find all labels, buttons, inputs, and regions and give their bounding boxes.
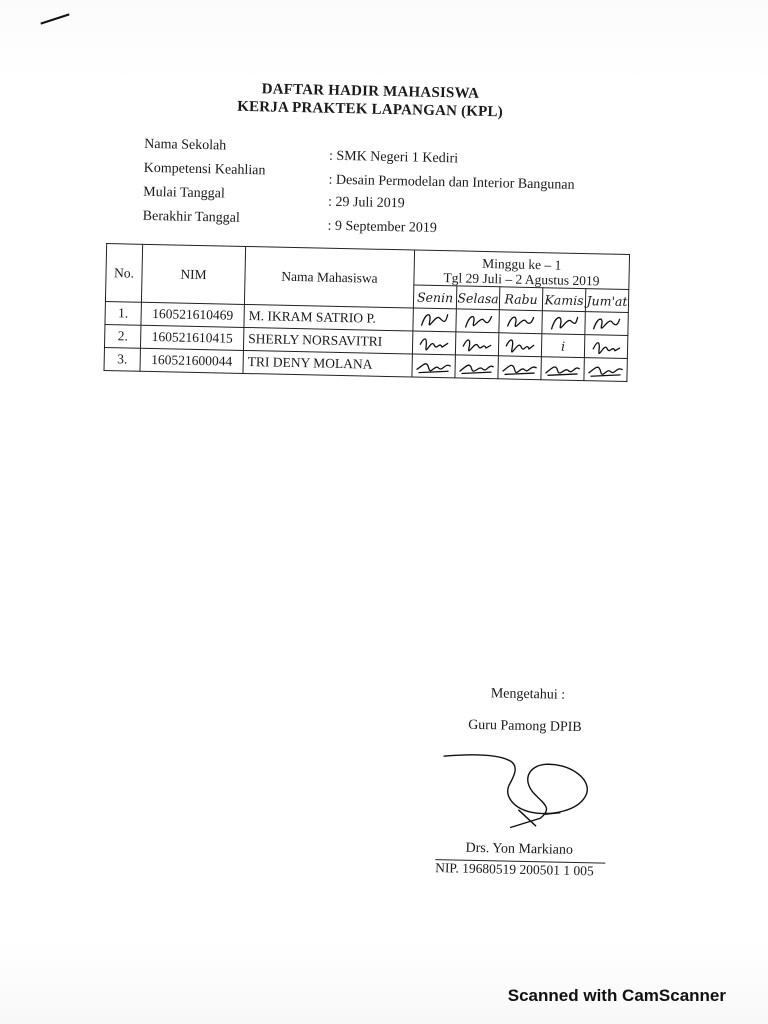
signature-cell [498,356,541,380]
week-number: Minggu ke – 1 [482,255,562,273]
info-value-school: : SMK Negeri 1 Kediri [328,148,459,167]
signature-cell [455,332,498,356]
signature-icon [546,312,580,333]
signature-icon [503,334,537,355]
signature-cell [584,358,627,382]
day-tuesday: Selasa [456,286,499,310]
row-nim: 160521610469 [141,302,244,327]
row-name: M. IKRAM SATRIO P. [244,304,413,331]
signature-icon [414,356,452,377]
row-nim: 160521600044 [140,348,243,373]
document-subtitle: KERJA PRAKTEK LAPANGAN (KPL) [237,98,504,121]
supervisor-nip: NIP. 19680519 200501 1 005 [435,860,594,879]
scanner-watermark: Scanned with CamScanner [507,986,726,1005]
info-value-start-date: : 29 Juli 2019 [327,194,405,212]
info-value-competency: : Desain Permodelan dan Interior Bangunan [328,172,575,193]
supervisor-name: Drs. Yon Markiano [465,840,574,858]
document-title: DAFTAR HADIR MAHASISWA [261,81,480,102]
signature-cell [412,354,455,378]
signature-icon [589,336,623,357]
signature-icon [417,333,451,354]
day-friday: Jum'at [585,289,628,313]
header-name: Nama Mahasiswa [244,246,414,308]
signature-cell: i [541,334,584,358]
signature-cell [455,355,498,379]
row-nim: 160521610415 [140,325,243,350]
acknowledged-label: Mengetahui : [490,686,566,703]
signature-icon [503,311,537,332]
signature-cell [584,335,627,359]
signature-icon [460,333,494,354]
signature-icon [500,357,538,378]
info-label-end-date: Berakhir Tanggal [142,208,240,226]
header-no: No. [105,244,142,303]
signature-icon [589,313,623,334]
supervisor-role: Guru Pamong DPIB [467,717,582,736]
info-label-competency: Kompetensi Keahlian [143,160,266,179]
row-no: 1. [105,302,141,326]
signature-cell [412,331,455,355]
signature-cell [498,333,541,357]
signature-cell [541,357,584,381]
signature-cell [499,310,542,334]
info-value-end-date: : 9 September 2019 [327,218,437,236]
row-name: TRI DENY MOLANA [243,350,412,377]
day-wednesday: Rabu [499,287,542,311]
supervisor-signature-icon [440,750,612,844]
info-label-start-date: Mulai Tanggal [143,184,225,202]
signature-cell [585,312,628,336]
signature-cell [542,311,585,335]
signature-icon [457,356,495,377]
day-thursday: Kamis [542,288,585,312]
table-header-row [106,244,630,290]
signature-icon [460,310,494,331]
row-name: SHERLY NORSAVITRI [243,327,412,354]
signature-icon [543,358,581,379]
signature-icon [586,359,624,380]
week-dates: Tgl 29 Juli – 2 Agustus 2019 [443,270,600,289]
signature-cell [456,309,499,333]
header-nim: NIM [141,244,245,304]
day-monday: Senin [413,285,456,309]
signature-cell [413,308,456,332]
header-week [414,250,630,289]
attendance-table [103,243,630,382]
row-no: 3. [104,348,140,372]
signature-icon [417,310,451,331]
info-label-school: Nama Sekolah [144,136,227,154]
row-no: 2. [104,325,140,349]
attendance-sheet [89,60,636,901]
